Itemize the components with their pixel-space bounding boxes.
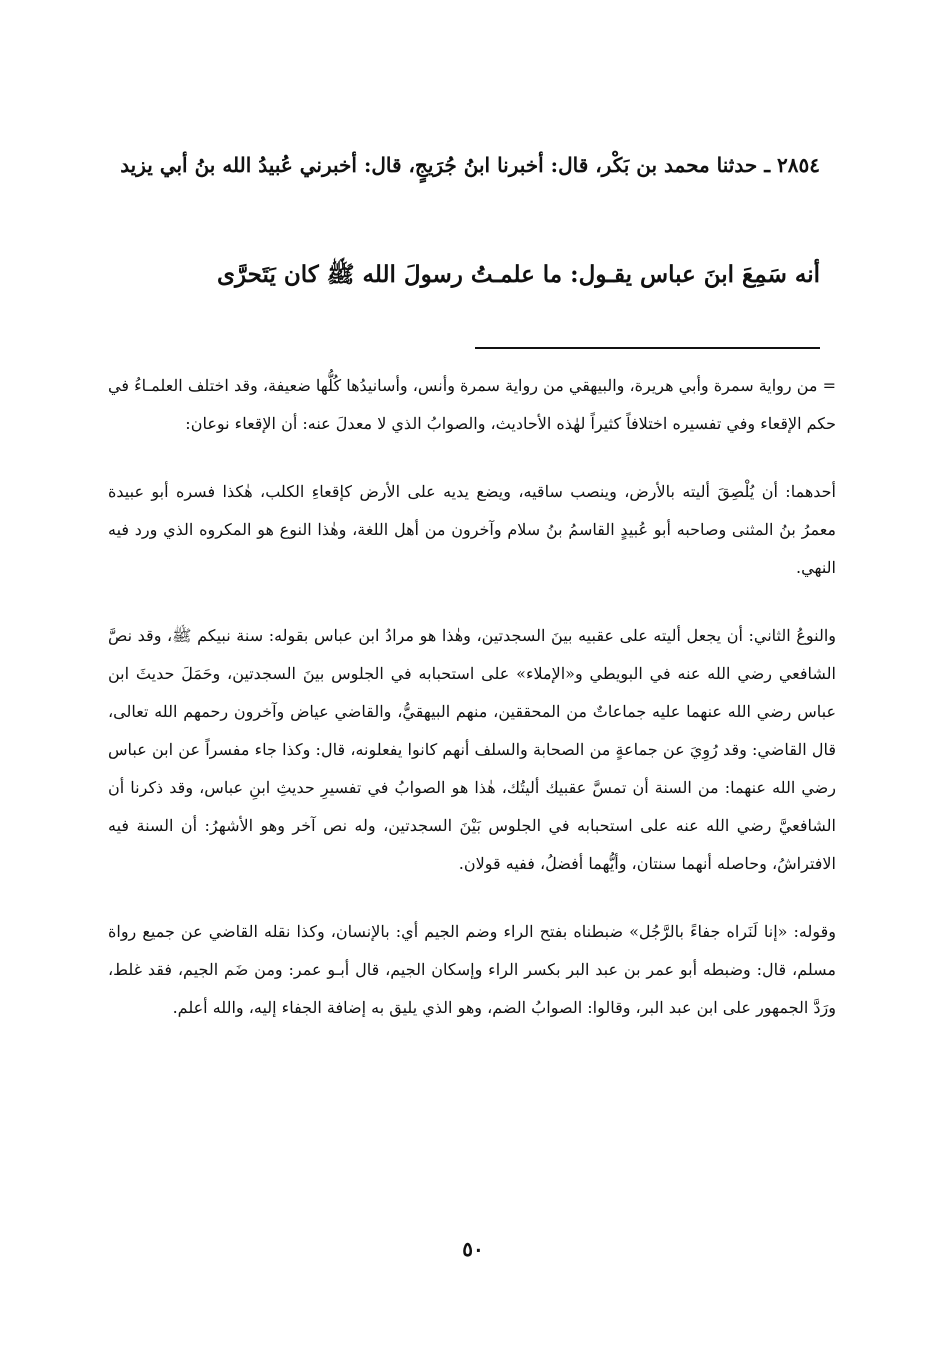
commentary-paragraph-4: وقوله: «إنا لَنَراه جفاءً بالرَّجُل» ضبطناه بفتح الراء وضم الجيم أي: بالإنسان، وكذا نقله القاضي عن جميع رواة مسلم، قال: وضبطه أبو عمر بن عبد البر بكسر الراء وإسكان الجيم، قال أبـو عمر: ومن ضَم الجيم، فقد غلط، ورَدَّ الجمهور على ابن عبد البر، وقالوا: الصوابُ الضم، وهو الذي يليق به إضافة الجفاء إليه، والله أعلم. [108, 922, 836, 1017]
hadith-matn: أنه سَمِعَ ابنَ عباس يقـول: ما علمـتُ رسولَ الله ﷺ كان يَتَحرَّى [216, 261, 820, 288]
commentary-paragraph-3: والنوعُ الثاني: أن يجعل أليته على عقبيه بينَ السجدتين، وهٰذا هو مرادُ ابن عباس بقوله: سنة نبيكم ﷺ، وقد نصَّ الشافعي رضي الله عنه في البويطي و«الإملاء» على استحبابه في الجلوس بينَ السجدتين، وحَمَلَ حديثَ ابن عباس رضي الله عنهما عليه جماعاتٌ من المحققين، منهم البيهقيُّ، والقاضي عياض وآخرون رحمهم الله تعالى، قال القاضي: وقد رُوِيَ عن جماعةٍ من الصحابة والسلف أنهم كانوا يفعلونه، قال: وكذا جاء مفسراً عن ابن عباس رضي الله عنهما: من السنة أن تمسَّ عقبيك أليتُك، هٰذا هو الصوابُ في تفسيرِ حديثِ ابنِ عباس، وقد ذكرنا أن الشافعيَّ رضي الله عنه على استحبابه في الجلوس بَيْنَ السجدتين، وله نص آخر وهو الأشهرُ: أن السنة فيه الافتراشُ، وحاصله أنهما سنتان، وأيُّهما أفضلُ، ففيه قولان. [108, 626, 837, 873]
isnad-text: ـ حدثنا محمد بن بَكْر، قال: أخبرنا ابنُ جُرَيجٍ، قال: أخبرني عُبيدُ الله بنُ أبي يزيد [120, 153, 778, 177]
page-number: ٥٠ [462, 1237, 484, 1261]
hadith-isnad [108, 142, 820, 188]
commentary-footnotes [108, 367, 836, 1057]
hadith-number: ٢٨٥٤ [777, 153, 820, 177]
commentary-paragraph-1: = من رواية سمرة وأبي هريرة، والبيهقي من رواية سمرة وأنس، وأسانيدُها كُلُّها ضعيفة، وقد اختلف العلمـاءُ في حكم الإقعاء وفي تفسيره اختلافاً كثيراً لهٰذه الأحاديث، والصوابُ الذي لا معدلَ عنه: أن الإقعاء نوعان: [108, 376, 836, 433]
footnote-separator [475, 347, 820, 349]
commentary-paragraph-2: أحدهما: أن يُلْصِقَ أليته بالأرض، وينصب ساقيه، ويضع يديه على الأرض كإقعاءِ الكلب، هٰكذا فسره أبو عبيدة معمرُ بنُ المثنى وصاحبه أبو عُبيدٍ القاسمُ بنُ سلام وآخرون من أهل اللغة، وهٰذا النوع هو المكروه الذي ورد فيه النهي. [108, 482, 836, 577]
